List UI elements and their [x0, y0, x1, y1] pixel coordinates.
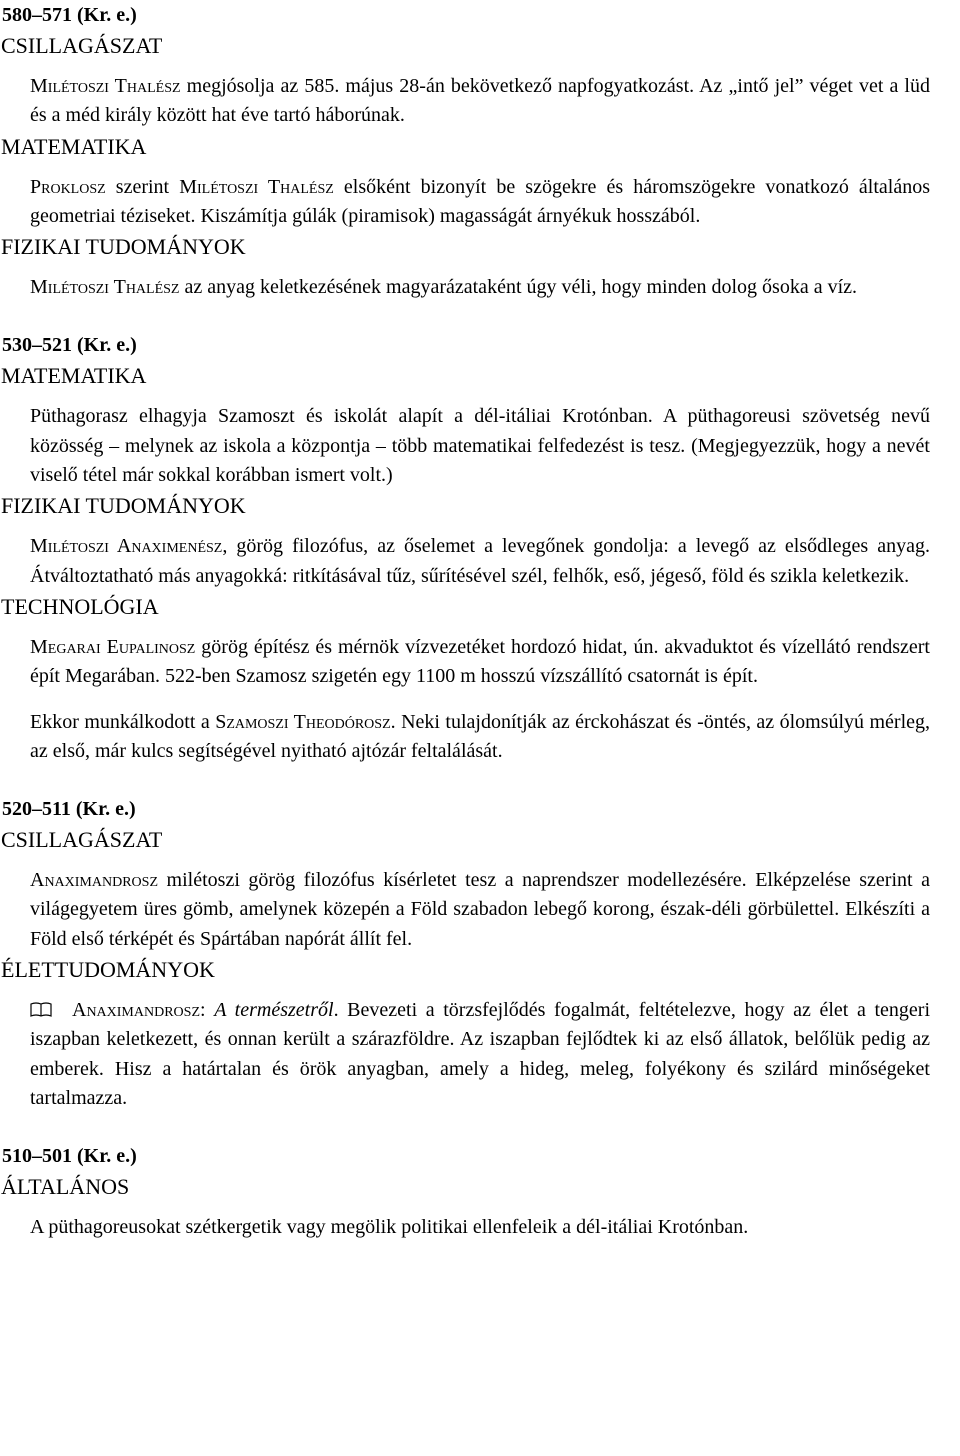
heading-gap [0, 163, 960, 173]
period-heading: 520–511 (Kr. e.) [2, 798, 136, 821]
text-run: , görög filozófus, az őselemet a levegőnek gondolja: a levegő az elsődleges anyag. Átváltoztatható más anyagokká: ritkításával tűz, sűrítésével szél, felhők, eső, jégeső, föld és szikla keletkezik. [30, 535, 930, 587]
period-heading: 530–521 (Kr. e.) [2, 334, 137, 357]
text-run: A püthagoreusokat szétkergetik vagy megölik politikai ellenfeleik a dél-itáliai Krotónban. [30, 1216, 749, 1239]
period-heading: 510–501 (Kr. e.) [2, 1145, 137, 1168]
text-run: Püthagorasz elhagyja Szamoszt és iskolát alapít a dél-itáliai Krotónban. A püthagoreusi szövetség nevű közösség – melynek az iskola a központja – több matematikai felfedezést is tesz. (Megjegyezzük, hogy a nevét viselő tétel már sokkal korábban ismert volt.) [30, 405, 930, 487]
heading-gap [0, 986, 960, 996]
person-name: Milétoszi Anaximenész [30, 535, 223, 558]
category-heading: ÉLETTUDOMÁNYOK [1, 957, 215, 983]
text-run: az anyag keletkezésének magyarázataként úgy véli, hogy minden dolog ősoka a víz. [179, 276, 858, 299]
text-run: Ekkor munkálkodott a [30, 710, 216, 733]
paragraph [0, 996, 930, 1113]
person-name: Proklosz [30, 175, 106, 198]
text-run: . Bevezeti a törzsfejlődés fogalmát, feltételezve, hogy az élet a tengeri iszapban keletkezett, és onnan került a szárazföldre. Az iszapban fejlődtek ki az első állatok, belőlük pedig az emberek. Hisz a határtalan és örök anyagban, amely a hideg, meleg, folyékony és szilárd minőségeket tartalmazza. [30, 999, 931, 1109]
work-title: A természetről [214, 999, 334, 1022]
text-run: megjósolja az 585. május 28-án bekövetkező napfogyatkozást. Az „intő jel” véget vet a lüd és a méd király között hat éve tartó háborúnak. [30, 75, 930, 127]
paragraph [0, 866, 930, 954]
text-run: görög építész és mérnök vízvezetéket hordozó hidat, ún. akvaduktot és vízellátó rendszert épít Megarában. 522-ben Szamosz szigetén egy 1100 m hosszú vízszállító csatornát is épít. [30, 635, 930, 688]
category-heading: MATEMATIKA [1, 363, 147, 389]
text-run: . Neki tulajdonítják az érckohászat és -öntés, az ólomsúlyú mérleg, az első, már kulcs segítségével nyitható ajtózár feltalálását. [30, 710, 931, 762]
paragraph-gap [0, 692, 960, 708]
paragraph [0, 72, 930, 131]
person-name: Milétoszi Thalész [30, 276, 180, 299]
heading-gap [0, 392, 960, 402]
section-gap [0, 302, 960, 330]
text-run: elsőként bizonyít be szögekre és háromszögekre vonatkozó általános geometriai téziseket. Kiszámítja gúlák (piramisok) magasságát árnyékuk hosszából. [30, 175, 931, 227]
heading-gap [0, 1203, 960, 1213]
book-icon [30, 998, 52, 1014]
section-gap [0, 766, 960, 794]
heading-gap [0, 522, 960, 532]
section-gap [0, 1113, 960, 1141]
person-name: Anaximandrosz [72, 999, 201, 1022]
text-run: szerint [105, 175, 180, 198]
category-heading: FIZIKAI TUDOMÁNYOK [1, 493, 246, 519]
paragraph [0, 708, 930, 767]
category-heading: FIZIKAI TUDOMÁNYOK [1, 234, 246, 260]
text-run: milétoszi görög filozófus kísérletet tesz a naprendszer modellezésére. Elképzelése szerint a világegyetem üres gömb, amelynek közepén a Föld szabadon lebegő korong, észak-déli görbülettel. Elkészíti a Föld első térképét és Spártában napórát állít fel. [30, 869, 930, 950]
person-name: Szamoszi Theodórosz [215, 710, 391, 733]
heading-gap [0, 856, 960, 866]
period-heading: 580–571 (Kr. e.) [2, 4, 137, 26]
heading-gap [0, 263, 960, 273]
paragraph [0, 532, 930, 591]
person-name: Anaximandrosz [30, 869, 159, 892]
category-heading: CSILLAGÁSZAT [1, 827, 163, 853]
category-heading: TECHNOLÓGIA [1, 593, 159, 619]
category-heading: ÁLTALÁNOS [1, 1174, 130, 1200]
person-name: Milétoszi Thalész [30, 75, 181, 97]
paragraph [0, 633, 930, 692]
heading-gap [0, 62, 960, 72]
person-name: Megarai Eupalinosz [30, 635, 196, 658]
heading-gap [0, 623, 960, 633]
paragraph [0, 273, 930, 302]
person-name: Milétoszi Thalész [179, 175, 334, 198]
paragraph [0, 173, 930, 232]
paragraph [0, 402, 930, 490]
category-heading: MATEMATIKA [1, 133, 147, 159]
text-run: : [200, 999, 215, 1022]
category-heading: CSILLAGÁSZAT [1, 33, 163, 58]
paragraph [0, 1213, 930, 1242]
